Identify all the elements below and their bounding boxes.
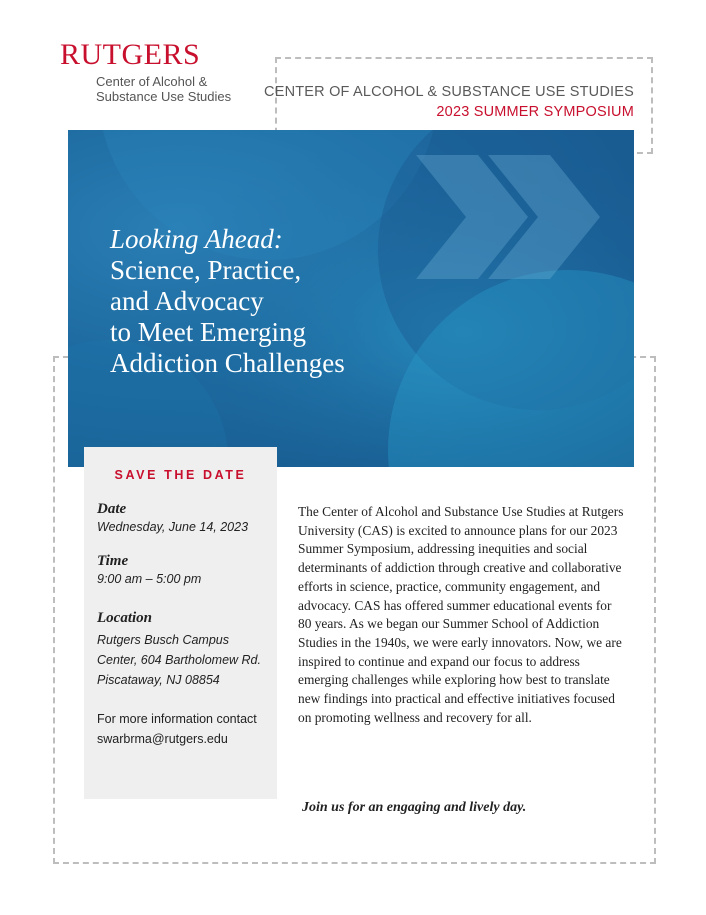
location-line: Center, 604 Bartholomew Rd. bbox=[97, 653, 261, 667]
date-value: Wednesday, June 14, 2023 bbox=[97, 520, 249, 534]
rutgers-logo bbox=[60, 40, 231, 104]
logo-subtitle bbox=[96, 74, 231, 104]
location-value bbox=[97, 630, 261, 690]
contact-email-link[interactable]: swarbrma@rutgers.edu bbox=[97, 732, 228, 746]
event-title-line: Addiction Challenges bbox=[110, 348, 345, 378]
contact-prompt: For more information contact bbox=[97, 712, 257, 726]
event-title bbox=[110, 224, 345, 379]
location-line: Rutgers Busch Campus bbox=[97, 633, 230, 647]
save-the-date-heading: SAVE THE DATE bbox=[114, 468, 247, 482]
date-label: Date bbox=[97, 501, 127, 517]
event-title-lead: Looking Ahead: bbox=[110, 224, 283, 254]
logo-subtitle-line2: Substance Use Studies bbox=[96, 89, 232, 104]
header-org-name: CENTER OF ALCOHOL & SUBSTANCE USE STUDIES bbox=[264, 84, 634, 100]
event-title-line: and Advocacy bbox=[110, 286, 264, 316]
contact-info bbox=[97, 709, 257, 749]
event-title-line: to Meet Emerging bbox=[110, 317, 306, 347]
logo-wordmark: RUTGERS bbox=[60, 38, 201, 71]
event-title-line: Science, Practice, bbox=[110, 255, 302, 285]
header-block bbox=[264, 82, 634, 122]
location-label: Location bbox=[97, 610, 152, 626]
header-event-name: 2023 SUMMER SYMPOSIUM bbox=[436, 104, 634, 120]
event-description: The Center of Alcohol and Substance Use Studies at Rutgers University (CAS) is excited to announce plans for our 2023 Summer Symposium, addressing inequities and social determinants of addiction through creative and collaborative efforts in science, practice, community engagement, and advocacy. CAS has offered summer educational events for 80 years. As we began our Summer School of Addiction Studies in the 1940s, we were early innovators. Now, we are inspired to continue and expand our focus to address emerging challenges while exploring how best to translate new findings into practical and effective initiatives focused on promoting wellness and recovery for all. bbox=[298, 504, 624, 725]
closing-invitation: Join us for an engaging and lively day. bbox=[302, 800, 527, 815]
time-value: 9:00 am – 5:00 pm bbox=[97, 572, 202, 586]
hero-banner bbox=[68, 130, 634, 467]
location-line: Piscataway, NJ 08854 bbox=[97, 673, 220, 687]
time-label: Time bbox=[97, 553, 129, 569]
logo-subtitle-line1: Center of Alcohol & bbox=[96, 74, 208, 89]
